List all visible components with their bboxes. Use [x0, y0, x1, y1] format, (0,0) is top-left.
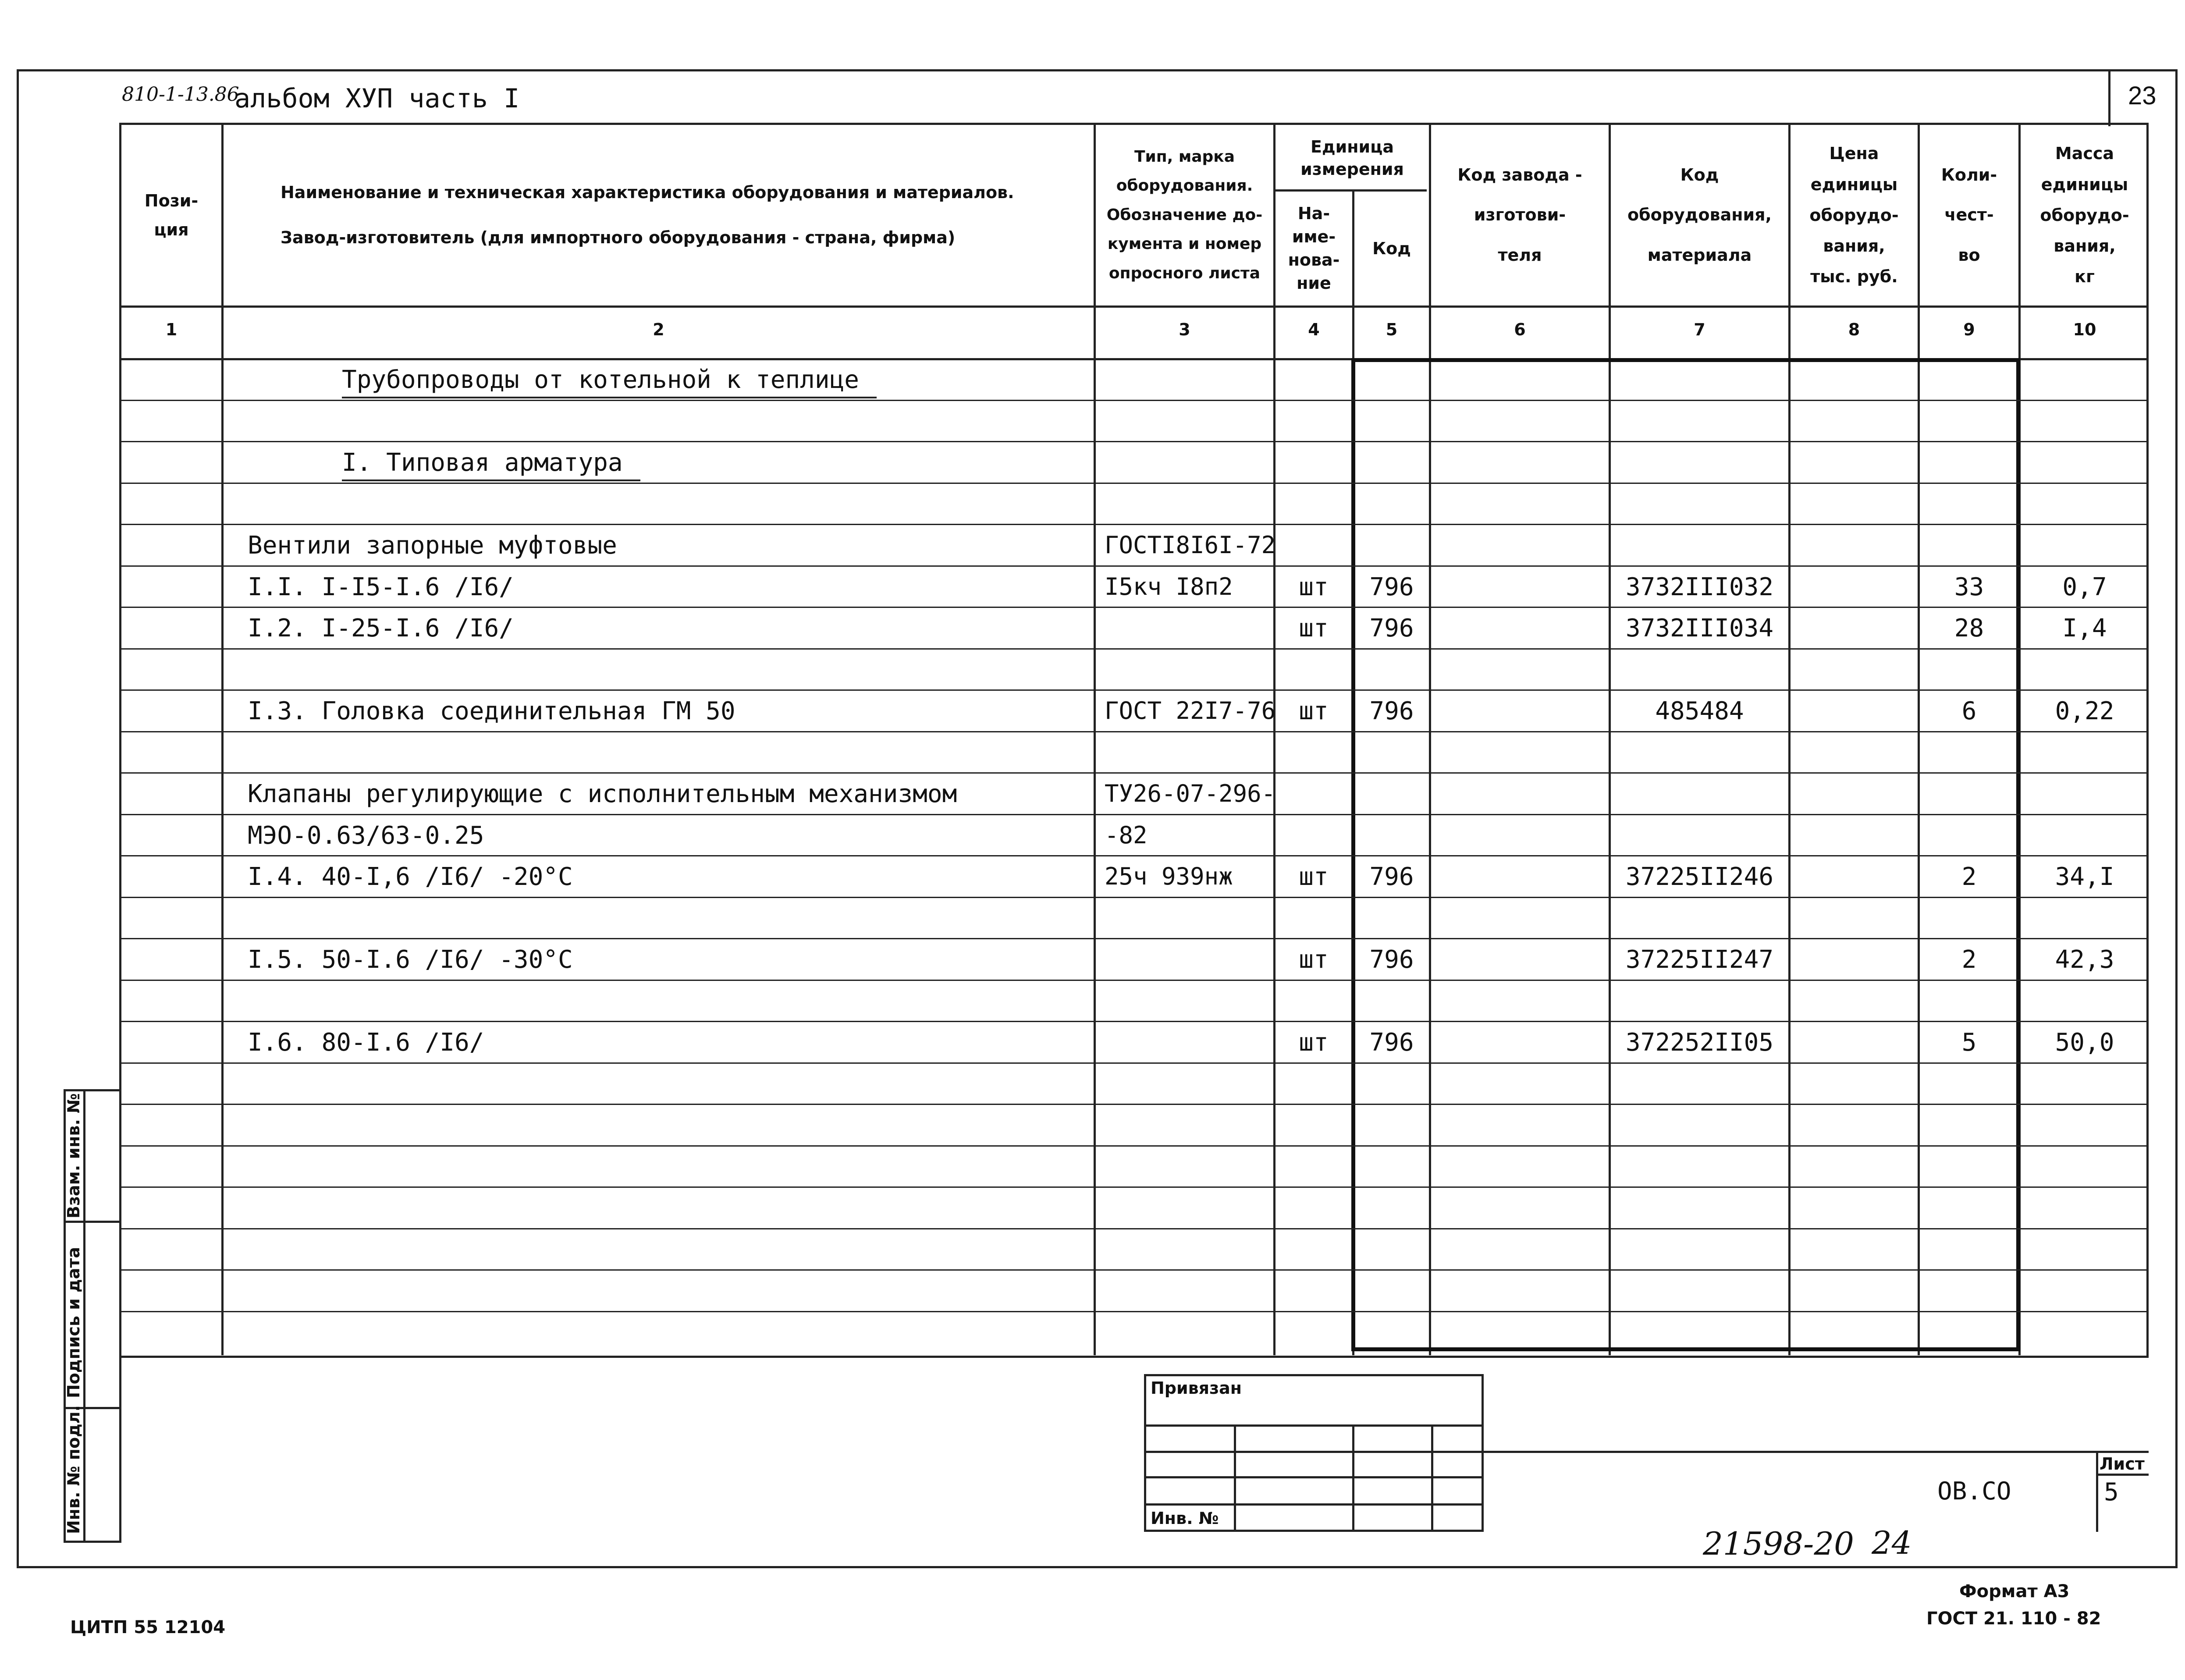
row-unit: шт — [1299, 614, 1329, 643]
bold-block-outline — [1351, 358, 2020, 1351]
row-type: ТУ26-07-296- — [1105, 780, 1276, 807]
doc-code: 810-1-13.86 — [122, 83, 239, 106]
col-header-1: Пози- ция — [144, 191, 199, 239]
col-line-2 — [1094, 123, 1096, 1355]
footer-format: Формат А3 — [1959, 1581, 2070, 1602]
col-number-9: 9 — [1963, 320, 1975, 339]
row-name: Вентили запорные муфтовые — [248, 531, 617, 560]
archive-sheet: 24 — [1872, 1524, 1912, 1561]
col-header-9: Коли- чест- во — [1941, 165, 1997, 265]
sheet-box-line — [2096, 1474, 2149, 1476]
row-line — [121, 980, 2146, 981]
row-unit-code: 796 — [1369, 614, 1414, 643]
row-line — [121, 897, 2146, 898]
row-type: I5кч I8п2 — [1105, 573, 1233, 600]
row-line — [121, 1311, 2146, 1312]
row-type: ГОСТ 22I7-76 — [1105, 697, 1276, 725]
footer-standard: ГОСТ 21. 110 - 82 — [1926, 1609, 2101, 1629]
row-quantity: 2 — [1961, 863, 1977, 891]
row-type: ГОСТI8I6I-72 — [1105, 531, 1276, 559]
row-line — [121, 524, 2146, 525]
col-header-10: Масса единицы оборудо- вания, кг — [2040, 144, 2129, 287]
row-line — [121, 1145, 2146, 1147]
row-name: I.6. 80-I.6 /I6/ — [248, 1028, 484, 1057]
row-equipment-code: 37225II247 — [1625, 945, 1774, 974]
row-mass: 42,3 — [2055, 945, 2114, 974]
col-number-5: 5 — [1386, 320, 1398, 339]
side-stamp-line-1 — [64, 1221, 121, 1223]
album-title: альбом ХУП часть I — [234, 83, 520, 114]
row-line — [121, 1021, 2146, 1022]
row-unit: шт — [1299, 573, 1329, 601]
row-equipment-code: 3732III032 — [1625, 573, 1774, 601]
row-equipment-code: 372252II05 — [1625, 1028, 1774, 1057]
row-line — [121, 607, 2146, 608]
row-mass: 34,I — [2055, 863, 2114, 891]
sheet-box-divider — [2096, 1451, 2098, 1532]
row-equipment-code: 37225II246 — [1625, 863, 1774, 891]
col-line-3 — [1273, 123, 1275, 1355]
row-line — [121, 1228, 2146, 1229]
row-line — [121, 731, 2146, 732]
col-number-10: 10 — [2073, 320, 2096, 339]
footer-org: ЦИТП 55 12104 — [70, 1617, 226, 1637]
row-quantity: 6 — [1961, 697, 1977, 725]
row-line — [121, 938, 2146, 939]
row-line — [121, 1062, 2146, 1064]
row-unit-code: 796 — [1369, 573, 1414, 601]
attached-label: Привязан — [1151, 1378, 1242, 1398]
sheet-label: Лист — [2100, 1454, 2145, 1474]
row-line — [121, 441, 2146, 442]
col-header-5: Код — [1372, 238, 1411, 258]
row-unit: шт — [1299, 1028, 1329, 1057]
row-equipment-code: 485484 — [1655, 697, 1744, 725]
header-bottom-line — [119, 305, 2149, 308]
col-header-3: Тип, марка оборудования. Обозначение до- кумента и номер опросного листа — [1106, 147, 1263, 282]
attached-vline-1 — [1234, 1424, 1236, 1532]
row-name: I.3. Головка соединительная ГМ 50 — [248, 697, 735, 725]
col-number-1: 1 — [165, 320, 178, 339]
row-line — [121, 689, 2146, 691]
row-line — [121, 855, 2146, 856]
row-equipment-code: 3732III034 — [1625, 614, 1774, 643]
row-line — [121, 1186, 2146, 1188]
row-mass: 50,0 — [2055, 1028, 2114, 1057]
row-quantity: 33 — [1954, 573, 1984, 601]
col-number-6: 6 — [1514, 320, 1526, 339]
side-inv-original: Инв. № подл. — [64, 1405, 83, 1534]
row-unit: шт — [1299, 697, 1329, 725]
row-line — [121, 772, 2146, 774]
side-inv-replaced: Взам. инв. № — [64, 1093, 83, 1218]
side-stamp-divider — [83, 1089, 85, 1543]
col-line-1 — [221, 123, 224, 1355]
row-name: I.2. I-25-I.6 /I6/ — [248, 614, 514, 643]
row-line — [121, 400, 2146, 401]
col-header-6: Код завода - изготови- теля — [1457, 165, 1582, 265]
row-line — [121, 814, 2146, 815]
col-header-8: Цена единицы оборудо- вания, тыс. руб. — [1809, 144, 1899, 287]
row-type: 25ч 939нж — [1105, 863, 1233, 890]
attached-vline-2 — [1352, 1424, 1354, 1532]
row-line — [121, 1269, 2146, 1271]
side-sign-date: Подпись и дата — [64, 1247, 83, 1398]
row-unit-code: 796 — [1369, 697, 1414, 725]
row-mass: I,4 — [2062, 614, 2107, 643]
attached-vline-3 — [1431, 1424, 1433, 1532]
col-header-4: На- име- нова- ние — [1288, 203, 1340, 293]
col-header-2: Наименование и техническая характеристика оборудования и материалов. Завод-изготовитель (для импортного оборудования - страна, фирма) — [281, 183, 1014, 247]
row-quantity: 2 — [1961, 945, 1977, 974]
row-quantity: 5 — [1961, 1028, 1977, 1057]
row-unit-code: 796 — [1369, 945, 1414, 974]
row-line — [121, 483, 2146, 484]
inv-no-label: Инв. № — [1151, 1509, 1219, 1528]
row-unit-code: 796 — [1369, 863, 1414, 891]
row-name: Трубопроводы от котельной к теплице — [342, 368, 877, 398]
row-unit: шт — [1299, 863, 1329, 891]
unit-group-header: Единица измерения — [1300, 137, 1404, 179]
col-number-4: 4 — [1308, 320, 1320, 339]
archive-number: 21598-20 — [1703, 1525, 1854, 1562]
row-unit-code: 796 — [1369, 1028, 1414, 1057]
col-header-7: Код оборудования, материала — [1627, 165, 1772, 265]
row-quantity: 28 — [1954, 614, 1984, 643]
row-type: -82 — [1105, 821, 1148, 849]
col-number-8: 8 — [1848, 320, 1860, 339]
doc-mark: ОВ.СО — [1937, 1477, 2011, 1506]
row-line — [121, 565, 2146, 567]
row-name: I. Типовая арматура — [342, 451, 640, 481]
row-name: Клапаны регулирующие с исполнительным механизмом — [248, 780, 957, 808]
page-number-divider — [2108, 69, 2110, 126]
row-mass: 0,7 — [2062, 573, 2107, 601]
row-name: I.4. 40-I,6 /I6/ -20°С — [248, 863, 573, 891]
row-unit: шт — [1299, 945, 1329, 974]
row-line — [121, 1104, 2146, 1105]
col-number-7: 7 — [1694, 320, 1705, 339]
title-block-top — [1484, 1451, 2149, 1453]
row-line — [121, 648, 2146, 650]
col-number-3: 3 — [1179, 320, 1190, 339]
col-number-2: 2 — [653, 320, 664, 339]
row-name: МЭО-0.63/63-0.25 — [248, 821, 484, 850]
page-number: 23 — [2128, 82, 2157, 110]
row-name: I.I. I-I5-I.6 /I6/ — [248, 573, 514, 601]
row-name: I.5. 50-I.6 /I6/ -30°С — [248, 945, 573, 974]
sheet-number: 5 — [2104, 1478, 2119, 1506]
row-mass: 0,22 — [2055, 697, 2114, 725]
